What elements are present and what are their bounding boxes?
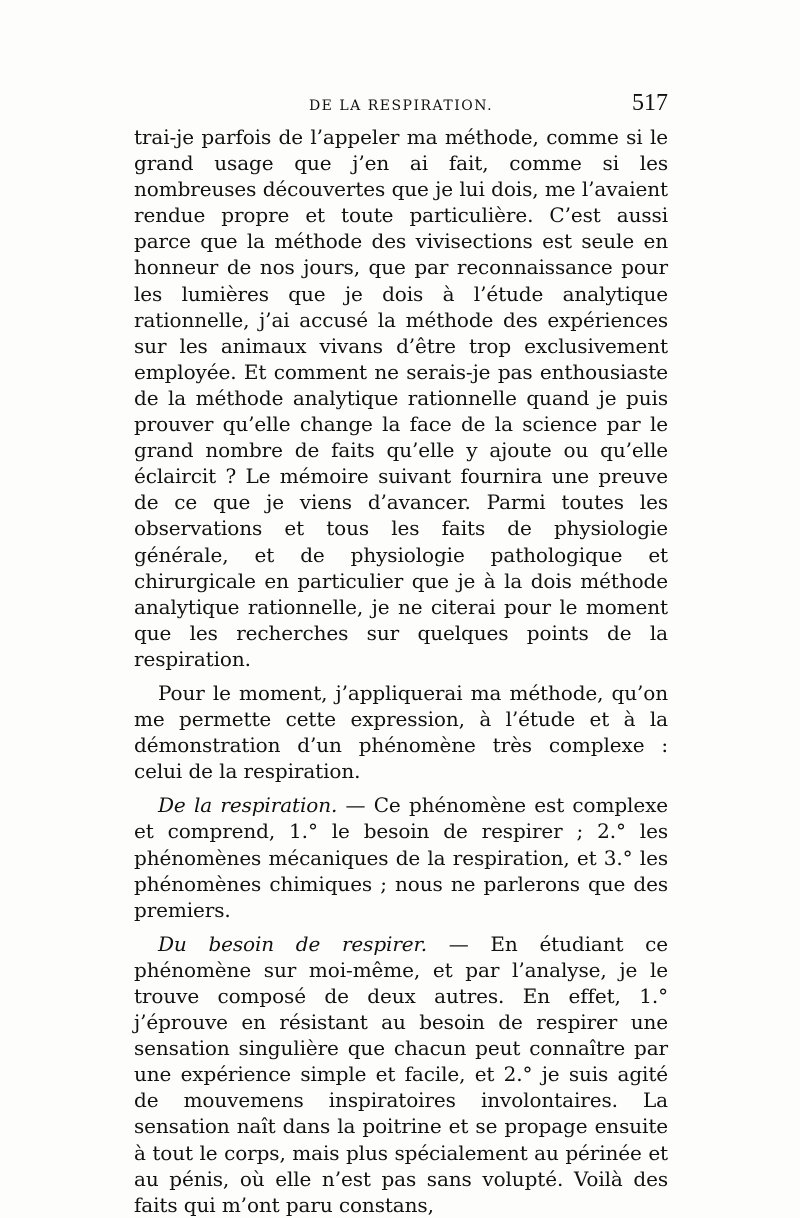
paragraph-method: [134, 680, 668, 784]
paragraph-respiration: [134, 792, 668, 922]
running-title: DE LA RESPIRATION.: [308, 98, 494, 114]
section-heading: Du besoin de respirer.: [158, 931, 428, 956]
page-number: 517: [632, 90, 668, 116]
paragraph-text: — En étudiant ce phénomène sur moi-même, et par l’analyse, je le trouve composé de deux autres. En effet, 1.° j’éprouve en résistant au besoin de respirer une sensation singulière que chacun peut connaître par une expérience simple et facile, et 2.° je suis agité de mouvemens inspiratoires involontaires. La sensation naît dans la poitrine et se propage ensuite à tout le corps, mais plus spécialement au périnée et au pénis, où elle n’est pas sans volupté. Voilà des faits qui m’ont paru constans,: [134, 931, 669, 1217]
paragraph-need-to-breathe: [134, 931, 668, 1218]
running-head: [134, 88, 668, 124]
paragraph-continuation: [134, 124, 668, 672]
section-heading: De la respiration.: [158, 793, 338, 818]
paragraph-text: Pour le moment, j’appliquerai ma méthode, qu’on me permette cette expression, à l’étude et à la démonstration d’un phénomène très complexe : celui de la respiration.: [134, 680, 668, 784]
paragraph-text: — Ce phénomène est complexe et comprend, 1.° le besoin de respirer ; 2.° les phénomènes mécaniques de la respiration, et 3.° les phénomènes chimiques ; nous ne parlerons que des premiers.: [134, 793, 668, 922]
paragraph-text: trai-je parfois de l’appeler ma méthode, comme si le grand usage que j’en ai fait, comme si les nombreuses découvertes que je lui dois, me l’avaient rendue propre et toute particulière. C’est aussi parce que la méthode des vivisections est seule en honneur de nos jours, que par reconnaissance pour les lumières que je dois à l’étude analytique rationnelle, j’ai accusé la méthode des expériences sur les animaux vivans d’être trop exclusivement employée. Et comment ne serais-je pas enthousiaste de la méthode analytique rationnelle quand je puis prouver qu’elle change la face de la science par le grand nombre de faits qu’elle y ajoute ou qu’elle éclaircit ? Le mémoire suivant fournira une preuve de ce que je viens d’avancer. Parmi toutes les observations et tous les faits de physiologie générale, et de physiologie pathologique et chirurgicale en particulier que je à la dois méthode analytique rationnelle, je ne citerai pour le moment que les recherches sur quelques points de la respiration.: [134, 125, 668, 671]
book-page: [134, 88, 668, 1218]
